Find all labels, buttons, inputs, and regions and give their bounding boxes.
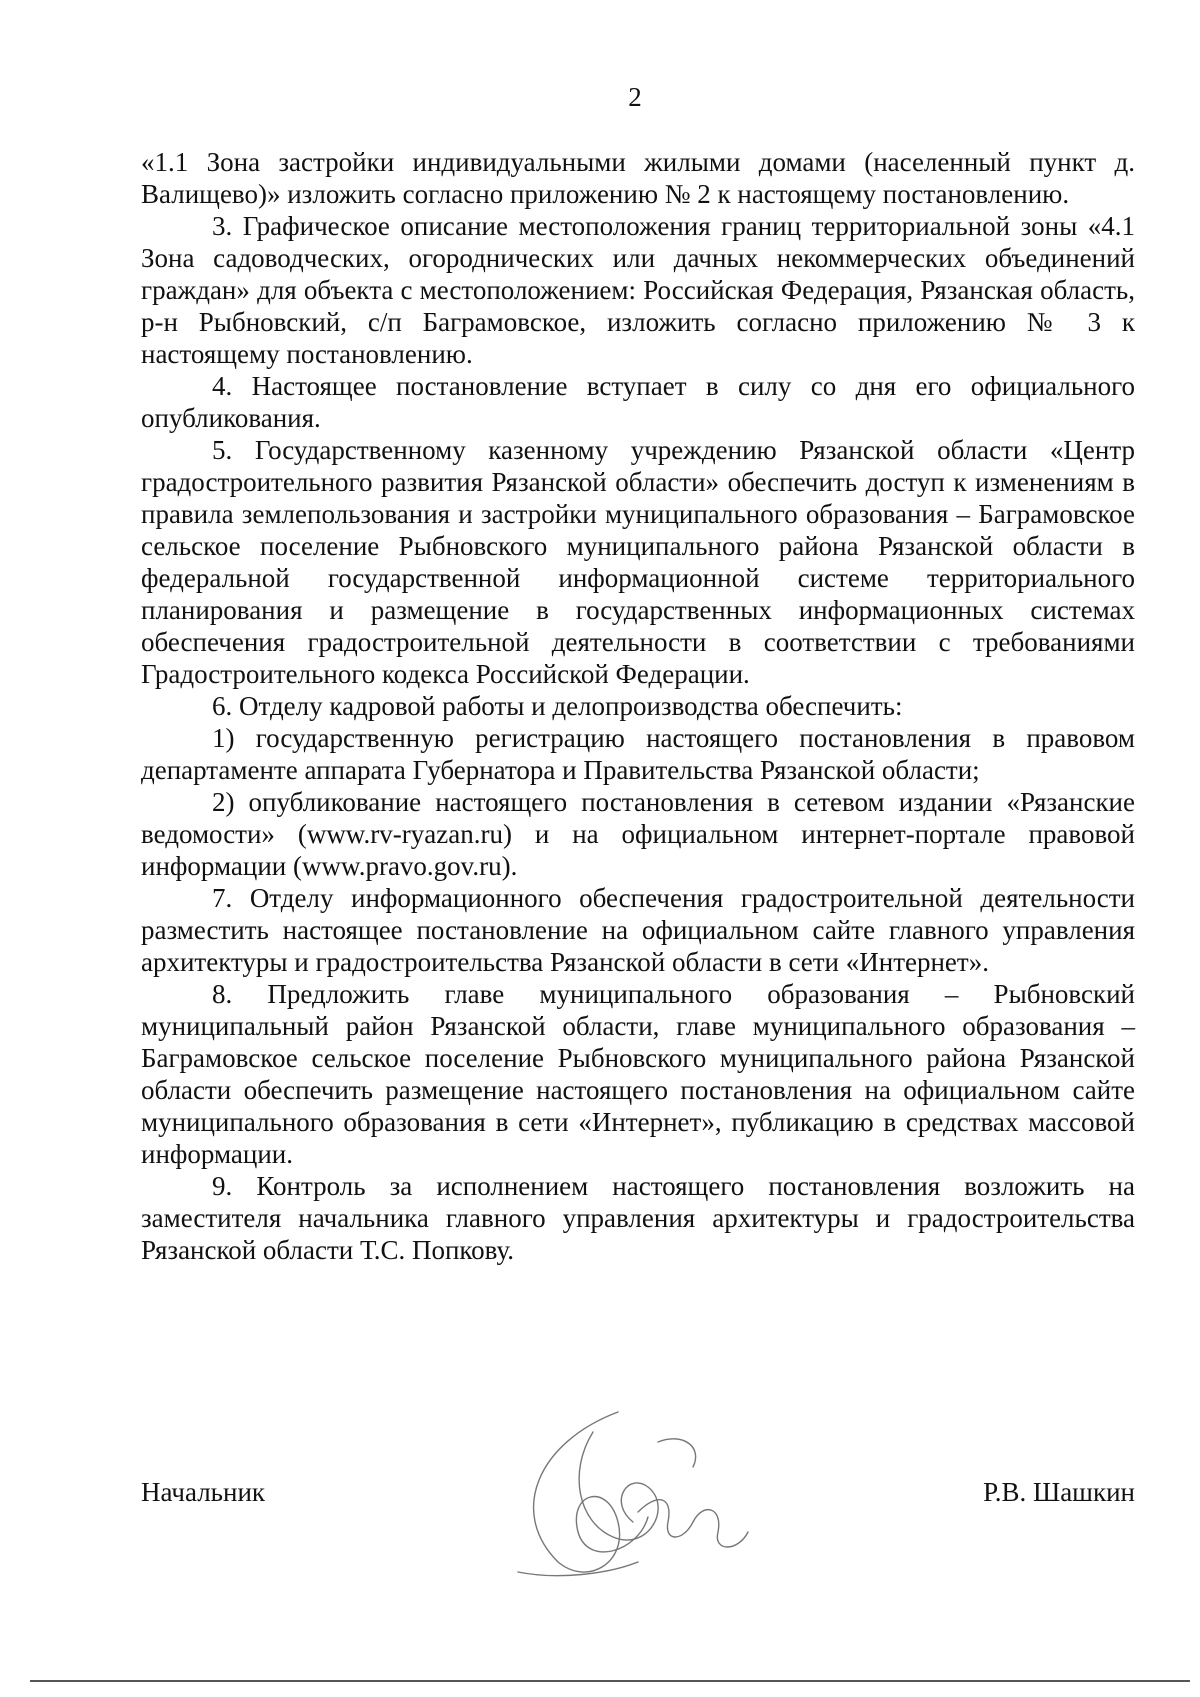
document-body (141, 146, 1135, 1266)
paragraph-item-3: 3. Графическое описание местоположения границ территориальной зоны «4.1 Зона садоводческих, огороднических или дачных некоммерческих объединений граждан» для объекта с местоположением: Российская Федерация, Рязанская область, р-н Рыбновский, с/п Баграмовское, изложить согласно приложению № 3 к настоящему постановлению. (141, 211, 1135, 369)
bottom-divider (30, 1680, 1190, 1682)
paragraph-item-4: 4. Настоящее постановление вступает в силу со дня его официального опубликования. (141, 371, 1135, 433)
paragraph-continuation: «1.1 Зона застройки индивидуальными жилыми домами (населенный пункт д. Валищево)» изложить согласно приложению № 2 к настоящему постановлению. (141, 147, 1135, 209)
paragraph-subitem-1: 1) государственную регистрацию настоящего постановления в правовом департаменте аппарата Губернатора и Правительства Рязанской области; (141, 723, 1135, 785)
paragraph-subitem-2: 2) опубликование настоящего постановления в сетевом издании «Рязанские ведомости» (www.rv-ryazan.ru) и на официальном интернет-портале правовой информации (www.pravo.gov.ru). (141, 787, 1135, 881)
paragraph-item-5: 5. Государственному казенному учреждению Рязанской области «Центр градостроительного развития Рязанской области» обеспечить доступ к изменениям в правила землепользования и застройки муниципального образования – Баграмовское сельское поселение Рыбновского муниципального района Рязанской области в федеральной государственной информационной системе территориального планирования и размещение в государственных информационных системах обеспечения градостроительной деятельности в соответствии с требованиями Градостроительного кодекса Российской Федерации. (141, 435, 1135, 689)
paragraph-item-8: 8. Предложить главе муниципального образования – Рыбновский муниципальный район Рязанской области, главе муниципального образования – Баграмовское сельское поселение Рыбновского муниципального района Рязанской области обеспечить размещение настоящего постановления на официальном сайте муниципального образования в сети «Интернет», публикацию в средствах массовой информации. (141, 979, 1135, 1169)
paragraph-item-7: 7. Отделу информационного обеспечения градостроительной деятельности разместить настоящее постановление на официальном сайте главного управления архитектуры и градостроительства Рязанской области в сети «Интернет». (141, 883, 1135, 977)
signatory-name: Р.В. Шашкин (983, 1477, 1135, 1507)
signature-block (141, 1476, 1135, 1516)
paragraph-item-9: 9. Контроль за исполнением настоящего постановления возложить на заместителя начальника главного управления архитектуры и градостроительства Рязанской области Т.С. Попкову. (141, 1171, 1135, 1265)
signatory-title: Начальник (141, 1477, 266, 1507)
page-number: 2 (628, 82, 642, 112)
paragraph-item-6: 6. Отделу кадровой работы и делопроизводства обеспечить: (212, 691, 903, 721)
